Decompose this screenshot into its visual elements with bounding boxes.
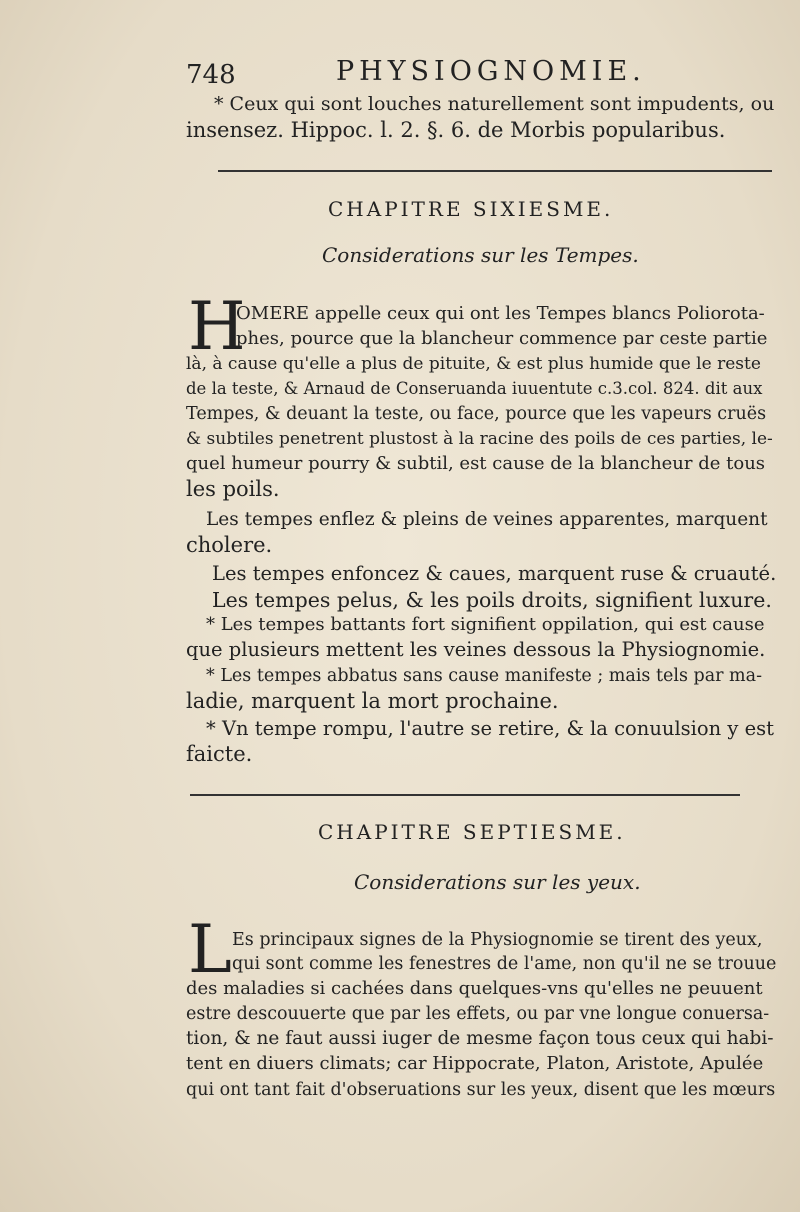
body-line: qui sont comme les fenestres de l'ame, non qu'il ne se trouue [232, 954, 777, 974]
body-line: des maladies si cachées dans quelques-vns qu'elles ne peuuent [186, 978, 763, 999]
body-line: * Les tempes battants fort signifient oppilation, qui est cause [206, 614, 765, 635]
chapter-6-title: CHAPITRE SIXIESME. [328, 197, 614, 221]
body-line: que plusieurs mettent les veines dessous la Physiognomie. [186, 638, 766, 661]
body-line: qui ont tant fait d'obseruations sur les yeux, disent que les mœurs [186, 1080, 776, 1100]
drop-cap: L [188, 911, 232, 988]
body-line: Les tempes enfoncez & caues, marquent ruse & cruauté. [212, 562, 777, 585]
body-line: * Les tempes abbatus sans cause manifeste ; mais tels par ma- [206, 666, 762, 686]
body-line: * Vn tempe rompu, l'autre se retire, & la conuulsion y est [206, 717, 775, 740]
body-line: phes, pource que la blancheur commence par ceste partie [236, 328, 768, 349]
body-line: cholere. [186, 533, 273, 557]
body-line: Tempes, & deuant la teste, ou face, pource que les vapeurs cruës [186, 404, 767, 424]
body-line: quel humeur pourry & subtil, est cause de la blancheur de tous [186, 453, 766, 474]
running-head [186, 56, 706, 90]
body-line: de la teste, & Arnaud de Conseruanda iuuentute c.3.col. 824. dit aux [186, 379, 763, 398]
body-line: Les tempes enflez & pleins de veines apparentes, marquent [206, 509, 768, 530]
body-line: ladie, marquent la mort prochaine. [186, 689, 559, 713]
intro-line: * Ceux qui sont louches naturellement sont impudents, ou [214, 93, 775, 115]
section-rule [190, 794, 740, 796]
chapter-7-title: CHAPITRE SEPTIESME. [318, 820, 626, 844]
body-line: Es principaux signes de la Physiognomie se tirent des yeux, [232, 930, 763, 950]
intro-line: insensez. Hippoc. l. 2. §. 6. de Morbis popularibus. [186, 118, 726, 142]
chapter-6-subtitle: Considerations sur les Tempes. [322, 243, 639, 267]
body-line: tion, & ne faut aussi iuger de mesme façon tous ceux qui habi- [186, 1028, 774, 1049]
chapter-7-subtitle: Considerations sur les yeux. [354, 870, 641, 894]
drop-cap: H [188, 288, 246, 365]
page-number: 748 [186, 60, 236, 90]
body-line: OMERE appelle ceux qui ont les Tempes blancs Poliorota- [236, 303, 765, 324]
body-line: Les tempes pelus, & les poils droits, signifient luxure. [212, 588, 772, 612]
body-line: là, à cause qu'elle a plus de pituite, & est plus humide que le reste [186, 354, 761, 374]
body-line: estre descouuerte que par les effets, ou par vne longue conuersa- [186, 1004, 770, 1024]
body-line: faicte. [186, 742, 253, 766]
body-line: & subtiles penetrent plustost à la racine des poils de ces parties, le- [186, 429, 773, 449]
body-line: tent en diuers climats; car Hippocrate, Platon, Aristote, Apulée [186, 1053, 764, 1074]
section-rule [218, 170, 772, 172]
body-line: les poils. [186, 477, 280, 501]
running-title: PHYSIOGNOMIE. [336, 56, 646, 87]
